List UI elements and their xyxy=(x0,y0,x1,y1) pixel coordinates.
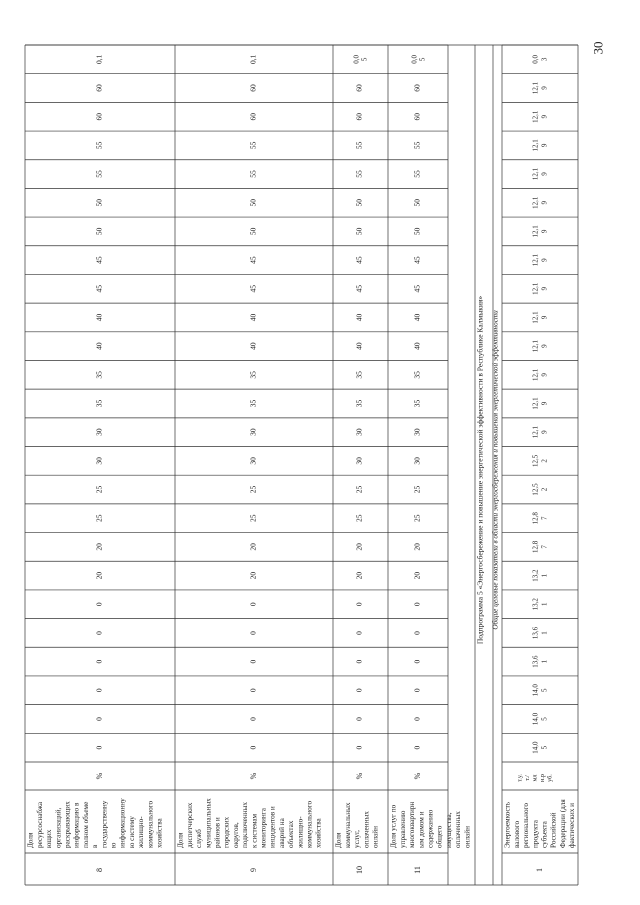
subprogram-subtitle: Общие целевые показатели в области энергосбережения и повышения энергетической эффективности xyxy=(491,310,500,630)
data-cell: 3 xyxy=(540,57,549,62)
data-cell: 13,2 xyxy=(531,598,540,611)
data-cell: 0 xyxy=(354,659,364,664)
data-cell: 20 xyxy=(354,543,364,551)
row-name-text: имущества, xyxy=(444,812,453,848)
data-cell: 20 xyxy=(412,571,422,580)
data-cell: 0 xyxy=(412,688,422,693)
data-cell: 12,1 xyxy=(531,253,540,267)
row-name-text: продукта xyxy=(531,820,540,848)
data-cell: 9 xyxy=(540,315,549,320)
row-name-text: муниципальных xyxy=(204,798,213,848)
data-cell: 55 xyxy=(248,141,258,150)
data-cell: 7 xyxy=(540,516,549,520)
data-cell: 25 xyxy=(354,514,364,522)
row-name-text: ющих xyxy=(45,829,54,848)
data-cell: 0 xyxy=(354,688,364,693)
data-cell: 12,1 xyxy=(531,196,540,209)
row-number: 10 xyxy=(354,866,364,874)
data-cell: 1 xyxy=(540,659,549,664)
data-cell: 60 xyxy=(354,112,364,121)
data-cell: 50 xyxy=(248,198,258,207)
data-cell: 1 xyxy=(540,573,549,578)
data-cell: 25 xyxy=(94,485,104,494)
data-cell: 12,1 xyxy=(531,110,540,123)
data-cell: 35 xyxy=(412,371,422,379)
data-cell: 60 xyxy=(94,84,104,92)
data-cell: 20 xyxy=(248,571,258,580)
data-cell: 20 xyxy=(94,543,104,551)
row-name-text: онлайн xyxy=(463,826,472,848)
row-name-text: фактических и xyxy=(568,803,577,848)
data-cell: 12,1 xyxy=(531,426,540,439)
data-cell: 40 xyxy=(94,313,104,322)
data-cell: 50 xyxy=(248,227,258,236)
data-cell: 0 xyxy=(354,717,364,721)
data-cell: 45 xyxy=(412,256,422,264)
row-name-text: общего xyxy=(435,825,444,848)
data-cell: 13,2 xyxy=(531,569,540,582)
data-cell: 12,1 xyxy=(531,225,540,238)
data-cell: 0 xyxy=(248,602,258,607)
data-cell: 30 xyxy=(248,428,258,436)
row-unit: т.у. xyxy=(516,774,524,782)
row-unit: % xyxy=(94,772,104,780)
data-cell: 30 xyxy=(354,457,364,465)
row-name-text: многоквартирн xyxy=(408,801,417,848)
data-cell: 9 xyxy=(540,229,549,234)
row-unit: уб. xyxy=(546,774,554,782)
row-name-text: ю xyxy=(109,842,118,848)
data-cell: 50 xyxy=(354,227,364,236)
row-number: 9 xyxy=(248,868,258,872)
row-name-text: хозяйства xyxy=(155,818,164,848)
row-unit: т./ xyxy=(523,775,531,781)
data-cell: 12,5 xyxy=(531,454,540,467)
data-cell: 9 xyxy=(540,401,549,406)
data-cell: 40 xyxy=(248,342,258,350)
data-cell: 50 xyxy=(94,198,104,207)
row-name-text: раскрывающих xyxy=(63,801,72,848)
data-cell: 45 xyxy=(248,256,258,264)
data-cell: 45 xyxy=(94,256,104,264)
row-name-text: Энергоемкость xyxy=(503,801,512,848)
data-cell: 60 xyxy=(354,84,364,92)
data-cell: 0,0 xyxy=(352,54,361,64)
row-name-text: управлению xyxy=(398,810,407,848)
data-cell: 0 xyxy=(94,602,104,607)
row-name-text: ым домом и xyxy=(417,811,426,848)
page-number: 30 xyxy=(590,41,606,55)
data-cell: 25 xyxy=(412,485,422,494)
data-cell: 12,1 xyxy=(531,397,540,410)
data-cell: 12,1 xyxy=(531,81,540,95)
row-name-text: Доля услуг по xyxy=(389,804,398,848)
data-cell: 13,6 xyxy=(531,655,540,668)
data-cell: 0 xyxy=(354,745,364,750)
data-cell: 30 xyxy=(412,457,422,465)
row-name-text: мониторинга xyxy=(259,808,268,848)
data-cell: 12,8 xyxy=(531,512,540,525)
data-cell: 55 xyxy=(94,141,104,150)
row-unit: % xyxy=(248,772,258,780)
data-cell: 1 xyxy=(540,602,549,607)
row-name-text: информационну xyxy=(118,798,127,848)
row-name-text: услуг, xyxy=(353,830,362,848)
data-cell: 5 xyxy=(360,57,369,62)
data-cell: 9 xyxy=(540,430,549,434)
data-cell: 9 xyxy=(540,143,549,148)
row-unit: мл xyxy=(531,774,539,782)
row-name-text: ю систему xyxy=(127,816,136,848)
data-cell: 9 xyxy=(540,287,549,291)
data-cell: 0 xyxy=(94,688,104,693)
data-cell: 25 xyxy=(248,485,258,494)
data-cell: 13,6 xyxy=(531,626,540,640)
data-cell: 12,1 xyxy=(531,368,540,381)
data-cell: 55 xyxy=(412,170,422,178)
data-cell: 40 xyxy=(412,313,422,322)
data-cell: 0 xyxy=(412,659,422,664)
data-cell: 60 xyxy=(248,84,258,92)
data-cell: 12,1 xyxy=(531,340,540,353)
data-cell: 2 xyxy=(540,487,549,492)
data-cell: 9 xyxy=(540,373,549,377)
data-cell: 5 xyxy=(540,717,549,721)
data-cell: 12,8 xyxy=(531,540,540,554)
data-cell: 55 xyxy=(94,170,104,178)
data-cell: 20 xyxy=(248,543,258,551)
row-name-text: ресурсоснабжа xyxy=(35,801,44,848)
data-cell: 5 xyxy=(540,745,549,750)
data-cell: 40 xyxy=(248,313,258,322)
data-cell: 9 xyxy=(540,200,549,205)
data-cell: 50 xyxy=(94,227,104,236)
row-name-text: организаций, xyxy=(54,807,63,848)
data-cell: 0 xyxy=(248,688,258,693)
row-name-text: полном объеме xyxy=(81,801,90,848)
data-cell: 0 xyxy=(354,631,364,635)
row-number: 11 xyxy=(412,866,422,874)
data-cell: 0 xyxy=(248,631,258,635)
data-cell: 9 xyxy=(540,258,549,262)
row-name-text: оплаченных xyxy=(454,811,463,848)
data-cell: 25 xyxy=(94,514,104,522)
data-cell: 9 xyxy=(540,86,549,90)
row-name-text: к системам xyxy=(250,813,259,848)
row-name-text: оплаченных xyxy=(362,811,371,848)
data-cell: 30 xyxy=(248,457,258,465)
row-unit: % xyxy=(412,772,422,780)
data-cell: 35 xyxy=(354,399,364,408)
data-cell: 45 xyxy=(412,285,422,293)
data-cell: 60 xyxy=(94,112,104,121)
row-name-text: жилищно- xyxy=(137,816,146,848)
data-cell: 30 xyxy=(412,428,422,436)
data-cell: 40 xyxy=(412,342,422,350)
data-cell: 12,1 xyxy=(531,167,540,181)
data-cell: 35 xyxy=(354,371,364,379)
data-cell: 45 xyxy=(354,256,364,264)
data-cell: 14,0 xyxy=(531,684,540,697)
data-cell: 50 xyxy=(412,198,422,207)
data-cell: 0 xyxy=(354,602,364,607)
row-name-text: жилищно- xyxy=(296,816,305,848)
data-cell: 12,1 xyxy=(531,139,540,152)
row-name-text: в xyxy=(91,844,100,848)
row-name-text: инцидентов и xyxy=(268,806,277,848)
data-cell: 0 xyxy=(94,717,104,721)
data-cell: 0,1 xyxy=(94,54,104,65)
row-name-text: регионального xyxy=(522,803,531,848)
data-cell: 0 xyxy=(412,631,422,635)
data-cell: 0 xyxy=(248,717,258,721)
row-name-text: субъекта xyxy=(540,821,549,848)
data-cell: 9 xyxy=(540,344,549,348)
row-name-text: районов и xyxy=(213,817,222,848)
data-cell: 20 xyxy=(94,571,104,580)
data-cell: 55 xyxy=(354,141,364,150)
row-name-text: Доля xyxy=(176,832,185,848)
data-cell: 30 xyxy=(94,428,104,436)
row-name-text: онлайн xyxy=(371,826,380,848)
row-name-text: Российской xyxy=(549,812,558,848)
row-unit: н.р xyxy=(538,774,546,782)
data-cell: 5 xyxy=(418,57,427,62)
data-cell: 20 xyxy=(354,571,364,580)
row-name-text: коммунального xyxy=(146,800,155,848)
data-cell: 0 xyxy=(94,745,104,750)
row-name-text: подключенных xyxy=(241,802,250,848)
data-cell: 55 xyxy=(412,141,422,150)
data-cell: 12,1 xyxy=(531,311,540,324)
row-number: 1 xyxy=(534,868,544,872)
data-cell: 0,0 xyxy=(410,54,419,64)
data-cell: 14,0 xyxy=(531,741,540,754)
data-cell: 25 xyxy=(354,485,364,494)
row-name-text: округов, xyxy=(231,822,240,848)
data-cell: 9 xyxy=(540,114,549,119)
data-cell: 20 xyxy=(412,543,422,551)
data-cell: 60 xyxy=(412,112,422,121)
row-name-text: диспетчерских xyxy=(185,802,194,848)
data-cell: 60 xyxy=(412,84,422,92)
data-cell: 35 xyxy=(94,371,104,379)
row-name-text: служб xyxy=(195,829,204,848)
data-cell: 40 xyxy=(354,342,364,350)
row-name-text: валового xyxy=(512,820,521,848)
row-name-text: хозяйства xyxy=(314,818,323,848)
row-name-text: аварий на xyxy=(277,818,286,848)
data-cell: 35 xyxy=(248,399,258,408)
data-cell: 0 xyxy=(248,745,258,750)
row-name-text: Доля xyxy=(26,832,35,848)
data-cell: 60 xyxy=(248,112,258,121)
row-unit: % xyxy=(354,772,364,780)
data-cell: 12,5 xyxy=(531,483,540,496)
data-cell: 45 xyxy=(94,285,104,293)
data-cell: 30 xyxy=(94,457,104,465)
row-name-text: содержанию xyxy=(426,809,435,848)
data-cell: 2 xyxy=(540,459,549,463)
data-cell: 0 xyxy=(412,745,422,750)
row-number: 8 xyxy=(94,868,104,872)
data-cell: 0,0 xyxy=(531,54,540,64)
data-cell: 12,1 xyxy=(531,282,540,295)
row-name-text: коммунальных xyxy=(343,802,352,848)
row-name-text: государственну xyxy=(100,800,109,848)
data-cell: 0 xyxy=(94,659,104,664)
row-name-text: коммунального xyxy=(305,800,314,848)
data-cell: 50 xyxy=(354,198,364,207)
data-cell: 55 xyxy=(354,170,364,178)
data-cell: 30 xyxy=(354,428,364,436)
data-cell: 14,0 xyxy=(531,712,540,726)
subprogram-title: Подпрограмма 5 «Энергосбережение и повышение энергетической эффективности в Республике Калмыкия» xyxy=(475,295,485,645)
data-cell: 5 xyxy=(540,688,549,693)
data-cell: 25 xyxy=(248,514,258,522)
data-cell: 35 xyxy=(248,371,258,379)
data-cell: 40 xyxy=(94,342,104,350)
data-cell: 0 xyxy=(412,602,422,607)
data-cell: 0 xyxy=(94,631,104,635)
row-name-text: Федерации (для xyxy=(558,799,567,848)
data-cell: 50 xyxy=(412,227,422,236)
data-cell: 25 xyxy=(412,514,422,522)
row-name-text: городских xyxy=(222,816,231,848)
data-cell: 40 xyxy=(354,313,364,322)
data-cell: 0,1 xyxy=(248,54,258,65)
row-name-text: объектах xyxy=(287,820,296,848)
data-cell: 35 xyxy=(94,399,104,408)
data-cell: 45 xyxy=(354,285,364,293)
data-cell: 7 xyxy=(540,545,549,549)
data-cell: 35 xyxy=(412,399,422,408)
row-name-text: Доля xyxy=(334,832,343,848)
data-cell: 1 xyxy=(540,631,549,635)
data-cell: 0 xyxy=(248,659,258,664)
row-name-text: информацию в xyxy=(72,802,81,848)
data-cell: 0 xyxy=(412,717,422,721)
data-cell: 55 xyxy=(248,170,258,178)
data-cell: 45 xyxy=(248,285,258,293)
data-cell: 9 xyxy=(540,172,549,176)
